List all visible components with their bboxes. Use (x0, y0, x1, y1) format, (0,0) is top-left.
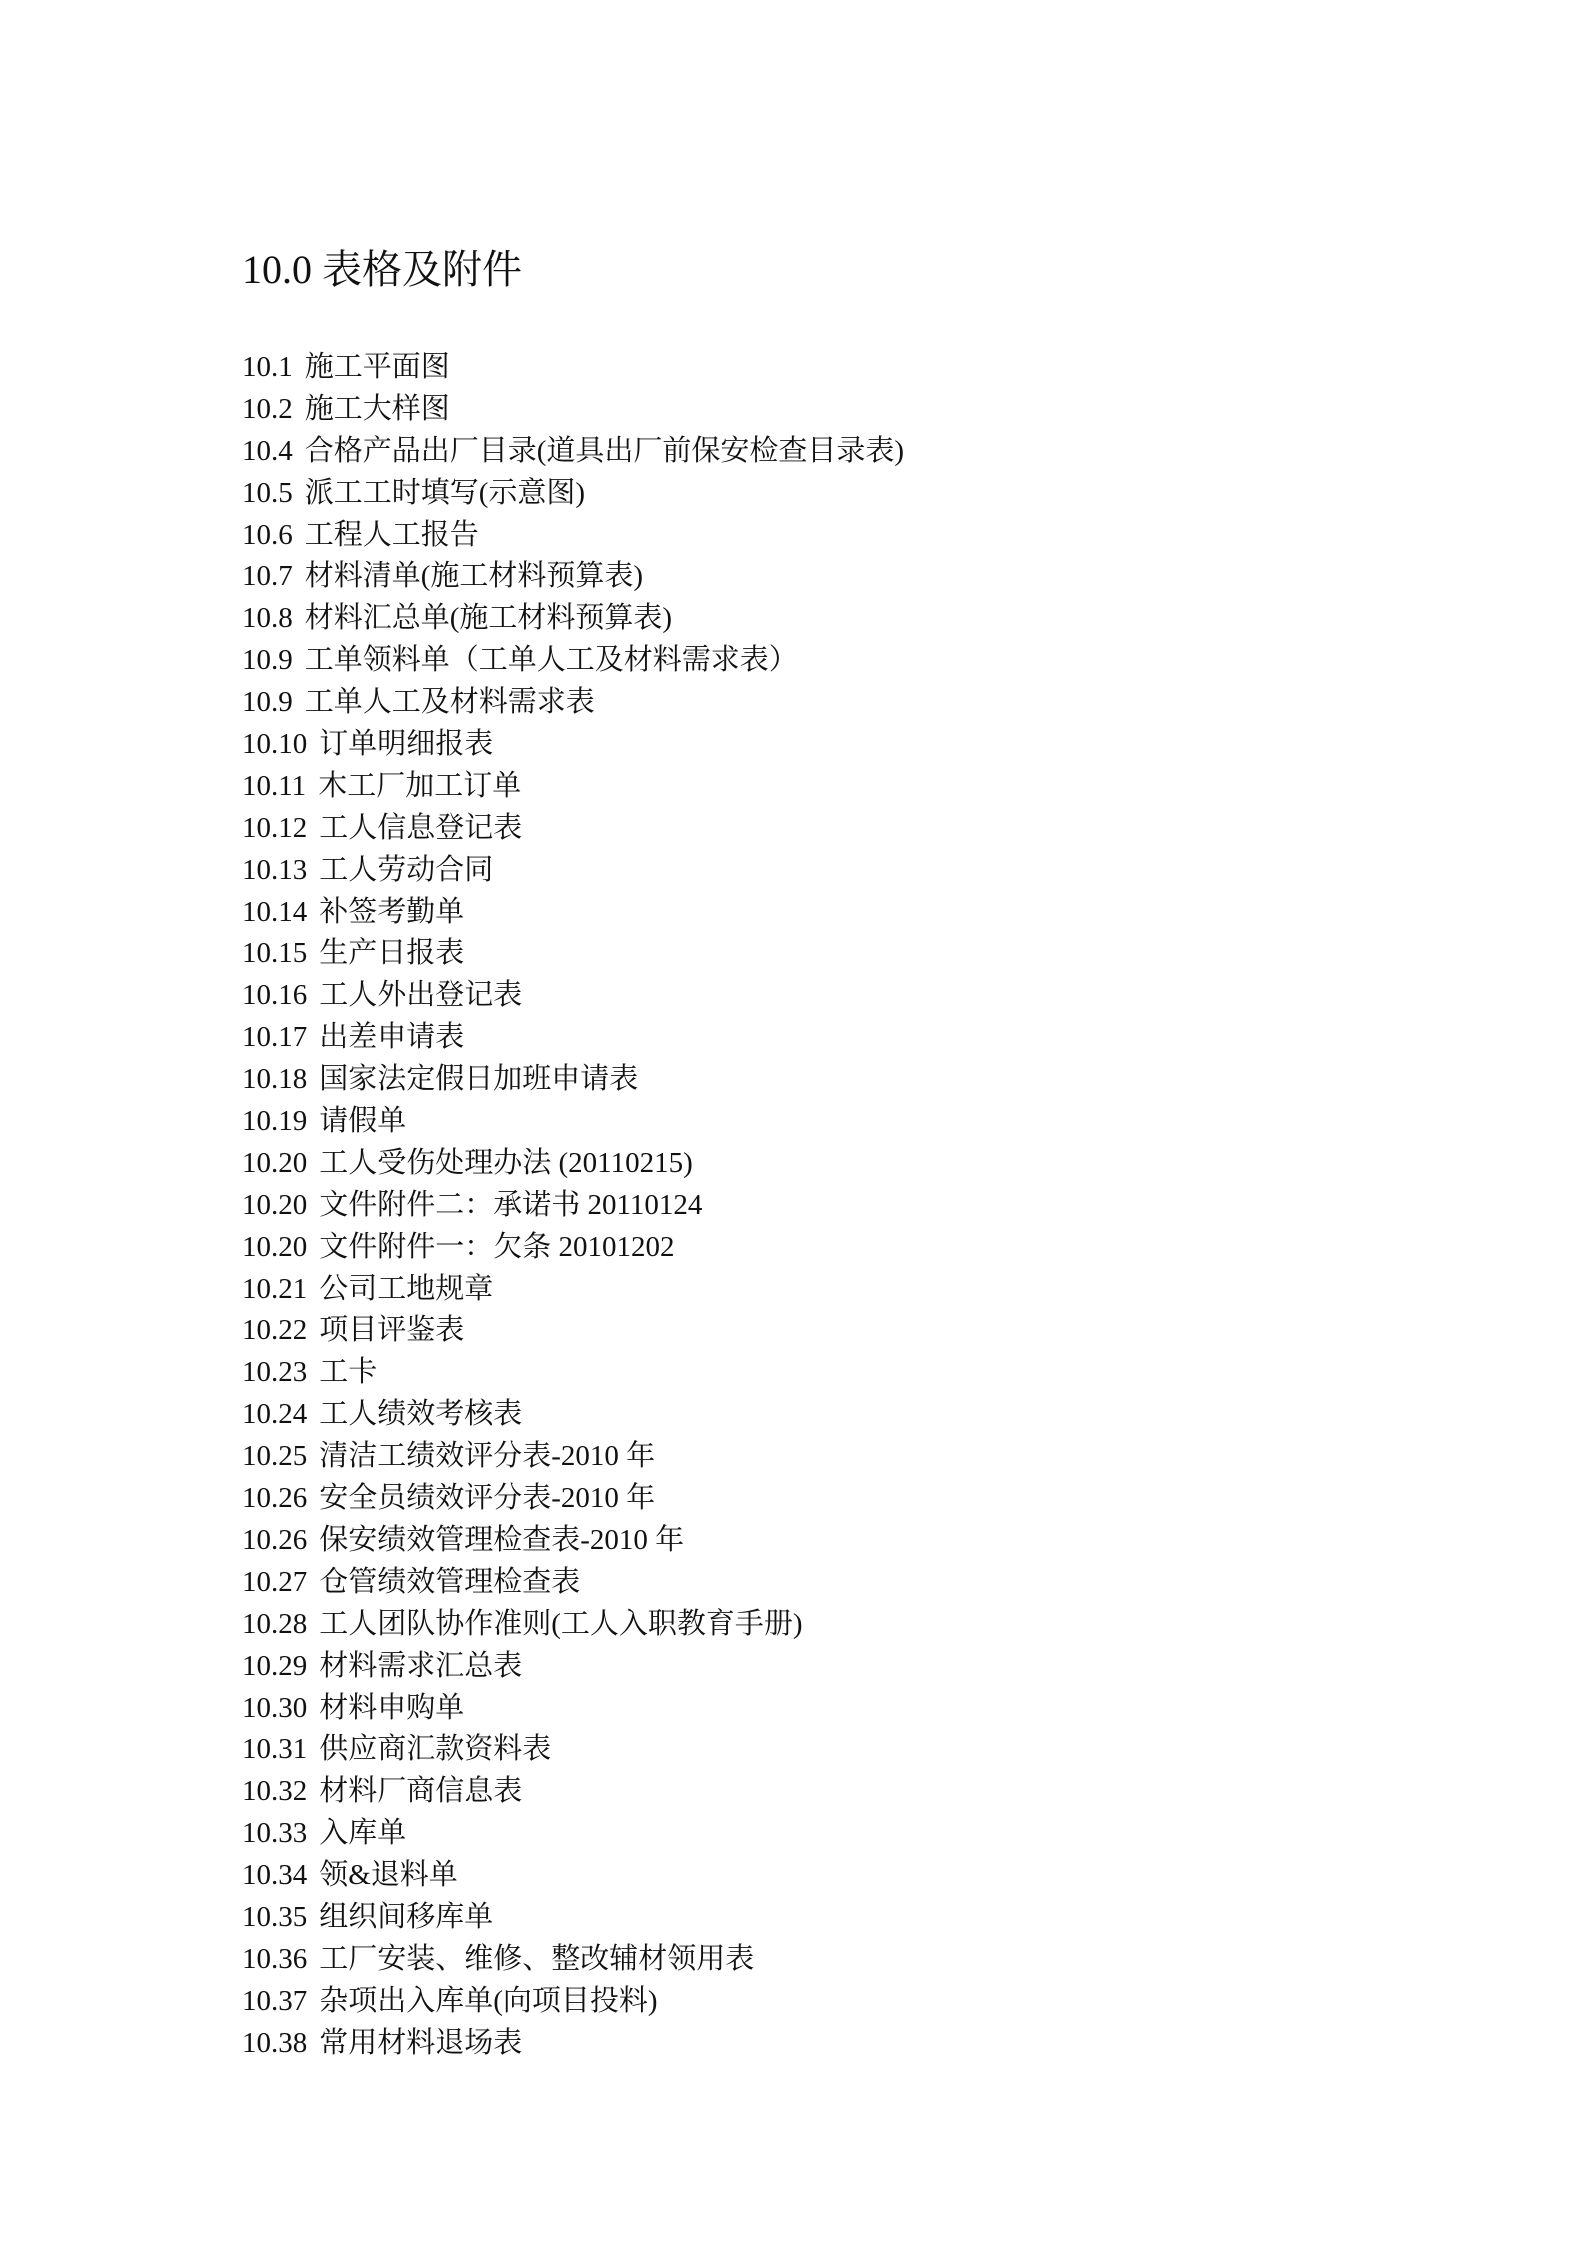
item-number: 10.22 (242, 1314, 308, 1347)
item-text: 清洁工绩效评分表-2010 年 (319, 1440, 656, 1473)
item-text: 入库单 (319, 1817, 407, 1850)
item-number: 10.2 (242, 392, 293, 425)
item-text: 工人绩效考核表 (319, 1398, 523, 1431)
item-text: 安全员绩效评分表-2010 年 (319, 1482, 656, 1515)
list-item (242, 1227, 904, 1269)
item-text: 材料汇总单(施工材料预算表) (304, 602, 673, 635)
toc-list (242, 347, 904, 2065)
list-item (242, 1562, 904, 1604)
list-item (242, 724, 904, 766)
item-text: 文件附件二：承诺书 20110124 (319, 1188, 703, 1221)
item-number: 10.17 (242, 1021, 308, 1054)
list-item (242, 1688, 904, 1730)
list-item (242, 808, 904, 850)
item-number: 10.6 (242, 518, 293, 551)
list-item (242, 598, 904, 640)
item-number: 10.8 (242, 602, 293, 635)
item-number: 10.20 (242, 1188, 308, 1221)
item-number: 10.25 (242, 1440, 308, 1473)
item-text: 组织间移库单 (319, 1900, 494, 1933)
item-number: 10.29 (242, 1649, 308, 1682)
list-item (242, 1269, 904, 1311)
list-item (242, 892, 904, 934)
list-item (242, 1310, 904, 1352)
list-item (242, 473, 904, 515)
list-item (242, 431, 904, 473)
list-item (242, 1017, 904, 1059)
item-text: 工人外出登记表 (319, 979, 523, 1012)
list-item (242, 1352, 904, 1394)
item-number: 10.14 (242, 895, 308, 928)
list-item (242, 1813, 904, 1855)
item-number: 10.9 (242, 686, 293, 719)
item-text: 材料需求汇总表 (319, 1649, 523, 1682)
item-text: 补签考勤单 (319, 895, 465, 928)
item-text: 工厂安装、维修、整改辅材领用表 (319, 1942, 755, 1975)
list-item (242, 556, 904, 598)
list-item (242, 1604, 904, 1646)
item-number: 10.35 (242, 1900, 308, 1933)
item-text: 项目评鉴表 (319, 1314, 465, 1347)
list-item (242, 1520, 904, 1562)
item-text: 请假单 (319, 1105, 407, 1138)
list-item (242, 1646, 904, 1688)
item-number: 10.11 (242, 769, 307, 802)
item-number: 10.37 (242, 1984, 308, 2017)
list-item (242, 1059, 904, 1101)
item-number: 10.23 (242, 1356, 308, 1389)
item-number: 10.4 (242, 434, 293, 467)
item-number: 10.7 (242, 560, 293, 593)
item-number: 10.16 (242, 979, 308, 1012)
list-item (242, 1939, 904, 1981)
item-number: 10.5 (242, 476, 293, 509)
list-item (242, 1101, 904, 1143)
item-text: 施工大样图 (304, 392, 450, 425)
item-number: 10.1 (242, 351, 293, 383)
item-text: 文件附件一：欠条 20101202 (319, 1230, 675, 1263)
item-number: 10.30 (242, 1691, 308, 1724)
list-item (242, 1729, 904, 1771)
list-item (242, 1436, 904, 1478)
item-text: 生产日报表 (319, 937, 465, 970)
item-text: 工人受伤处理办法 (20110215) (319, 1146, 693, 1179)
item-number: 10.15 (242, 937, 308, 970)
item-text: 仓管绩效管理检查表 (319, 1565, 581, 1598)
list-item (242, 766, 904, 808)
item-number: 10.34 (242, 1859, 308, 1892)
item-text: 工人团队协作准则(工人入职教育手册) (319, 1607, 803, 1640)
item-number: 10.26 (242, 1523, 308, 1556)
item-text: 材料申购单 (319, 1691, 465, 1724)
list-item (242, 1478, 904, 1520)
item-text: 国家法定假日加班申请表 (319, 1063, 639, 1096)
item-text: 工单领料单（工单人工及材料需求表） (304, 644, 798, 677)
item-text: 领&退料单 (319, 1859, 458, 1892)
item-number: 10.18 (242, 1063, 308, 1096)
item-number: 10.36 (242, 1942, 308, 1975)
list-item (242, 1897, 904, 1939)
item-text: 派工工时填写(示意图) (304, 476, 586, 509)
page-title: 10.0 表格及附件 (242, 247, 522, 292)
item-text: 工卡 (319, 1356, 378, 1389)
list-item (242, 2023, 904, 2065)
item-text: 材料清单(施工材料预算表) (304, 560, 644, 593)
item-number: 10.27 (242, 1565, 308, 1598)
item-text: 工人劳动合同 (319, 853, 494, 886)
item-number: 10.19 (242, 1105, 308, 1138)
list-item (242, 1143, 904, 1185)
item-text: 常用材料退场表 (319, 2026, 523, 2059)
list-item (242, 975, 904, 1017)
item-number: 10.12 (242, 811, 308, 844)
list-item (242, 389, 904, 431)
item-number: 10.31 (242, 1733, 308, 1766)
item-text: 出差申请表 (319, 1021, 465, 1054)
item-number: 10.28 (242, 1607, 308, 1640)
item-number: 10.13 (242, 853, 308, 886)
list-item (242, 1394, 904, 1436)
item-text: 公司工地规章 (319, 1272, 494, 1305)
list-item (242, 515, 904, 557)
list-item (242, 1771, 904, 1813)
item-text: 保安绩效管理检查表-2010 年 (319, 1523, 685, 1556)
item-number: 10.9 (242, 644, 293, 677)
item-text: 施工平面图 (304, 351, 450, 383)
item-number: 10.21 (242, 1272, 308, 1305)
item-number: 10.24 (242, 1398, 308, 1431)
list-item (242, 347, 904, 389)
item-number: 10.20 (242, 1230, 308, 1263)
item-text: 订单明细报表 (319, 728, 494, 761)
list-item (242, 1855, 904, 1897)
item-text: 工人信息登记表 (319, 811, 523, 844)
item-text: 合格产品出厂目录(道具出厂前保安检查目录表) (304, 434, 905, 467)
list-item (242, 640, 904, 682)
item-number: 10.26 (242, 1482, 308, 1515)
list-item (242, 682, 904, 724)
item-text: 工程人工报告 (304, 518, 479, 551)
item-number: 10.38 (242, 2026, 308, 2059)
item-text: 工单人工及材料需求表 (304, 686, 595, 719)
item-number: 10.10 (242, 728, 308, 761)
item-text: 材料厂商信息表 (319, 1775, 523, 1808)
item-text: 木工厂加工订单 (318, 769, 522, 802)
list-item (242, 933, 904, 975)
item-number: 10.32 (242, 1775, 308, 1808)
item-text: 杂项出入库单(向项目投料) (319, 1984, 658, 2017)
item-text: 供应商汇款资料表 (319, 1733, 552, 1766)
list-item (242, 1185, 904, 1227)
list-item (242, 850, 904, 892)
item-number: 10.33 (242, 1817, 308, 1850)
item-number: 10.20 (242, 1146, 308, 1179)
list-item (242, 1981, 904, 2023)
